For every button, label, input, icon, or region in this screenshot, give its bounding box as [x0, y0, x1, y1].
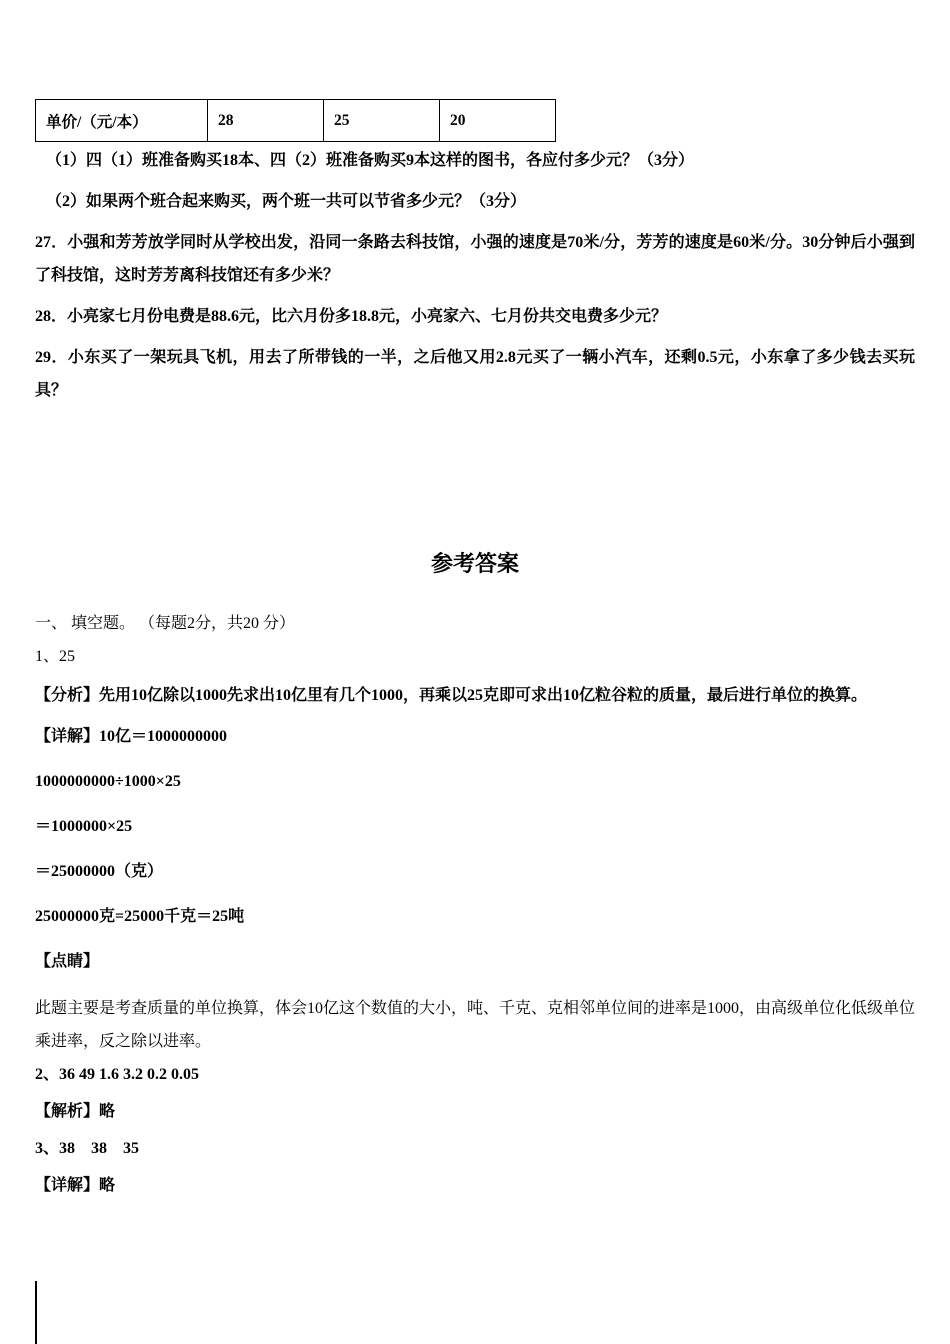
- answer-1-tip-text: 此题主要是考查质量的单位换算，体会10亿这个数值的大小，吨、千克、克相邻单位间的进率是1000，由高级单位化低级单位乘进率，反之除以进率。: [35, 1000, 916, 1050]
- next-page-table-border: [35, 1281, 37, 1344]
- question-28: 28．小亮家七月份电费是88.6元，比六月份多18.8元，小亮家六、七月份共交电费多少元？: [35, 308, 668, 325]
- question-sub1: （1）四（1）班准备购买18本、四（2）班准备购买9本这样的图书，各应付多少元？（3分）: [46, 152, 695, 169]
- answer-2-solution: 【解析】略: [35, 1103, 116, 1120]
- answer-1-analysis: 【分析】先用10亿除以1000先求出10亿里有几个1000，再乘以25克即可求出10亿粒谷粒的质量，最后进行单位的换算。: [35, 687, 868, 704]
- price-table-value-cell: 25: [324, 100, 440, 142]
- question-27: 27．小强和芳芳放学同时从学校出发，沿同一条路去科技馆，小强的速度是70米/分，芳芳的速度是60米/分。30分钟后小强到了科技馆，这时芳芳离科技馆还有多少米？: [35, 234, 915, 284]
- answer-1-detail-intro: 【详解】10亿＝1000000000: [35, 728, 228, 745]
- document-content: [35, 0, 915, 1202]
- answer-1-calc-line: 1000000000÷1000×25: [35, 773, 181, 790]
- answer-1-calc-line: 25000000克=25000千克＝25吨: [35, 908, 245, 925]
- answer-1-calc-line: ＝1000000×25: [35, 818, 133, 835]
- answers-title: 参考答案: [430, 551, 519, 576]
- section-1-heading: 一、 填空题。 （每题2分，共20 分）: [35, 615, 296, 632]
- answer-3-solution: 【详解】略: [35, 1177, 116, 1194]
- answer-1: 1、25: [35, 648, 76, 665]
- price-table-value-cell: 28: [208, 100, 324, 142]
- answer-1-calc-line: ＝25000000（克）: [35, 863, 164, 880]
- answer-2: 2、36 49 1.6 3.2 0.2 0.05: [35, 1066, 200, 1083]
- question-29: 29．小东买了一架玩具飞机，用去了所带钱的一半，之后他又用2.8元买了一辆小汽车，还剩0.5元，小东拿了多少钱去买玩具？: [35, 349, 915, 399]
- price-table-row: [36, 100, 556, 142]
- price-table-header-cell: 单价/（元/本）: [36, 100, 208, 142]
- price-table: [35, 99, 556, 142]
- price-table-value-cell: 20: [440, 100, 556, 142]
- question-sub2: （2）如果两个班合起来购买，两个班一共可以节省多少元？（3分）: [46, 193, 527, 210]
- answer-3: 3、38 38 35: [35, 1140, 140, 1157]
- answer-1-tip-label: 【点睛】: [35, 953, 100, 970]
